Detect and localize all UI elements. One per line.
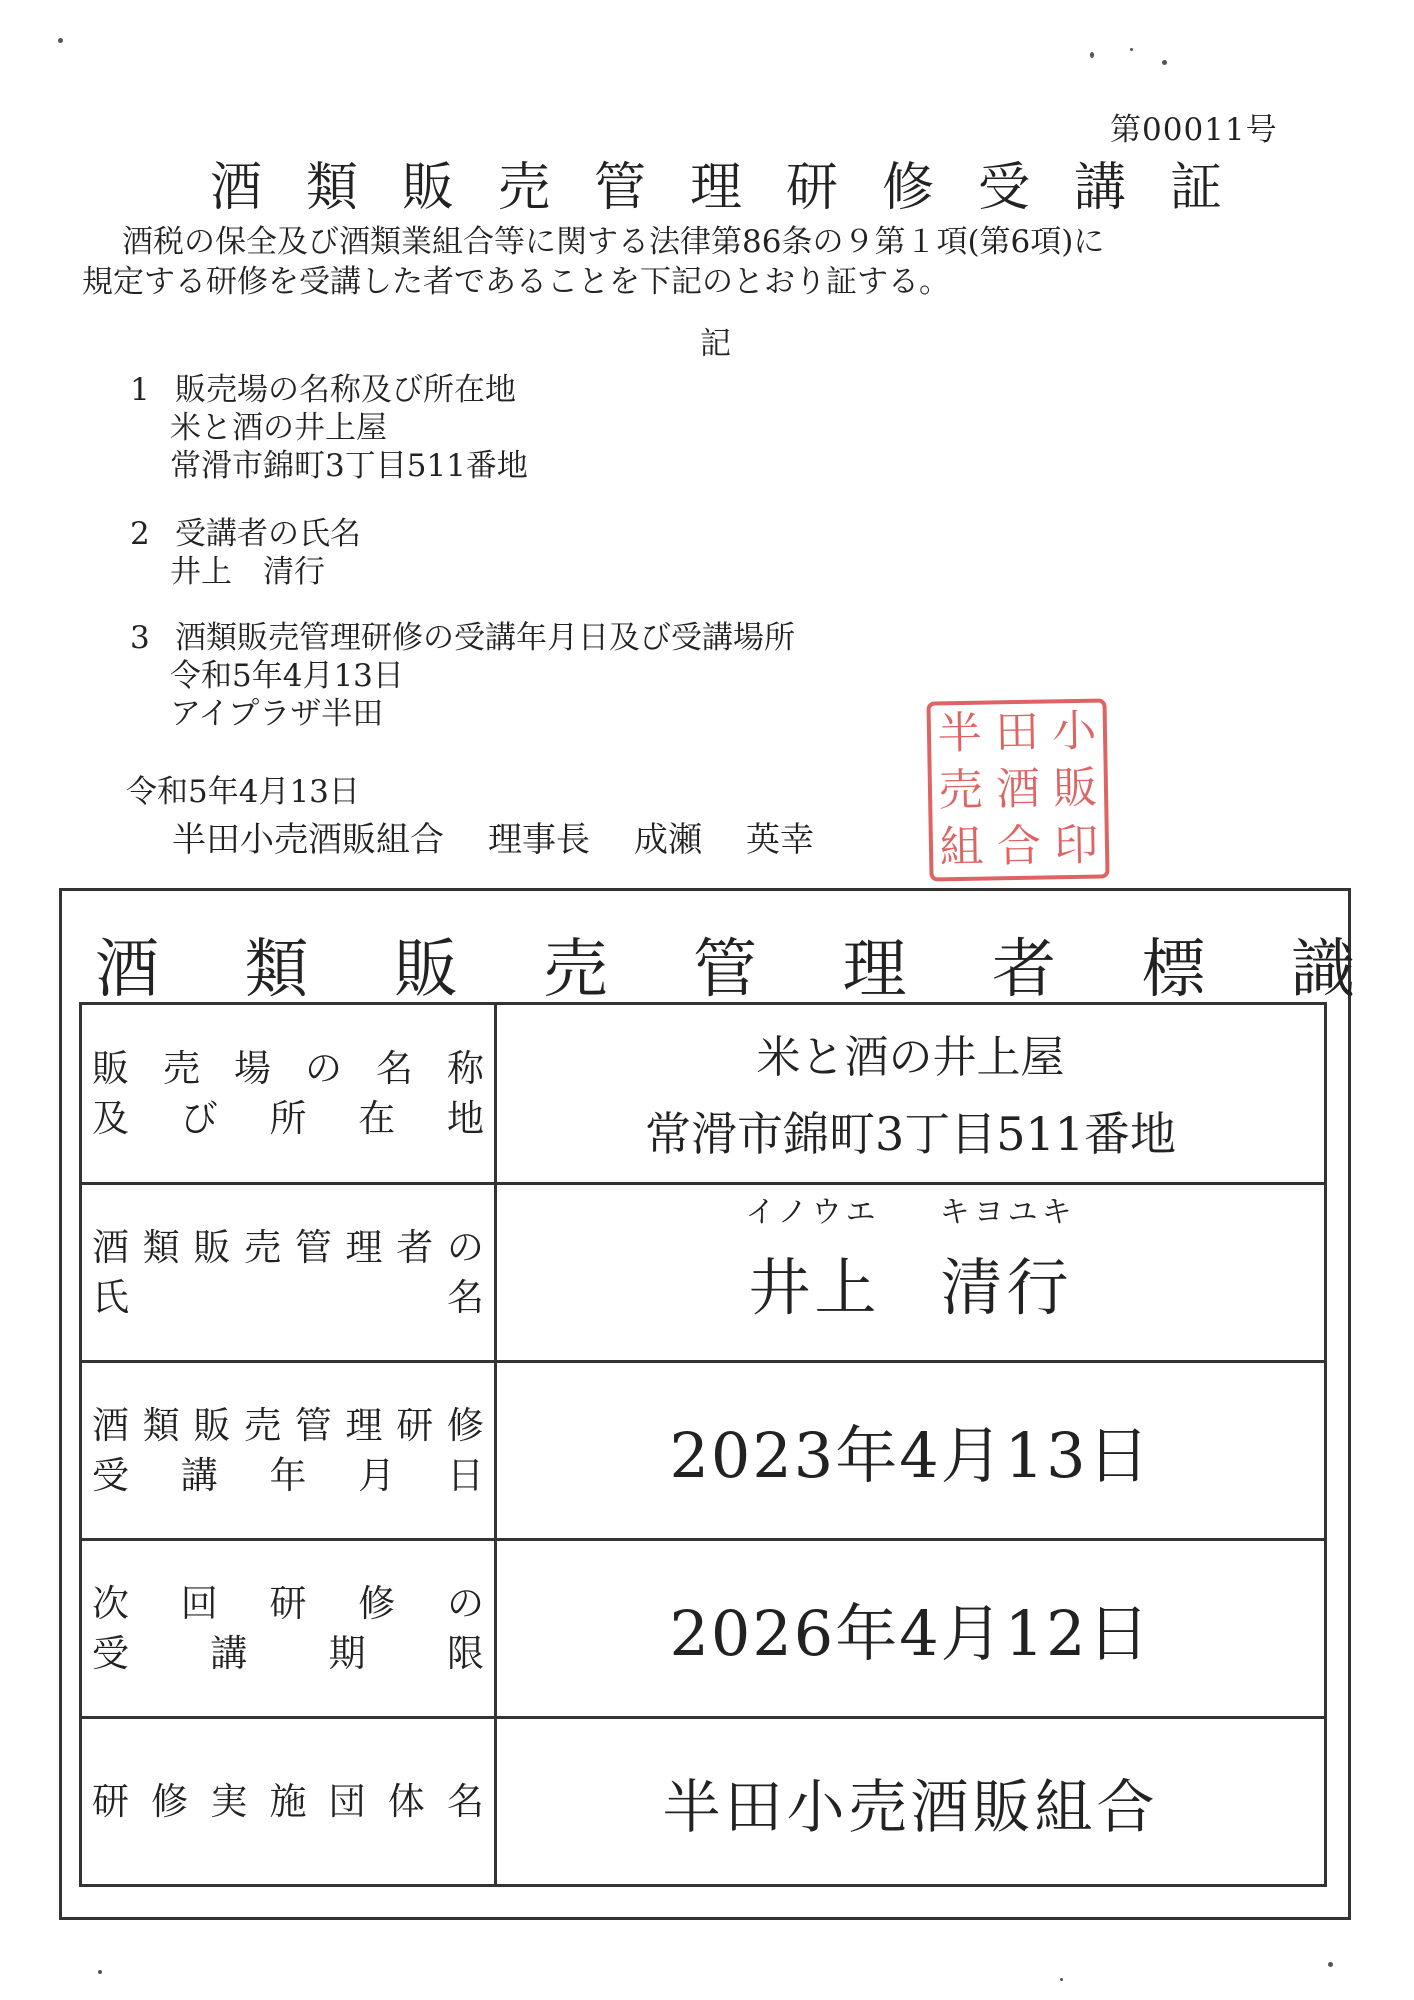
certificate-body-line: 酒税の保全及び酒類業組合等に関する法律第86条の９第１項(第6項)に	[122, 224, 1105, 260]
scan-speck	[58, 38, 63, 43]
item-heading-attendee	[130, 508, 361, 553]
label-char: 理	[345, 1225, 383, 1269]
label-char: 限	[446, 1631, 484, 1675]
value-cell	[496, 1004, 1326, 1184]
label-char: 酒	[92, 1225, 129, 1269]
label-char: 年	[269, 1453, 307, 1497]
label-cell	[81, 1004, 496, 1184]
label-char: 名	[446, 1779, 484, 1823]
seal-char: 半	[937, 707, 983, 760]
label-char: 次	[92, 1581, 129, 1625]
issue-date: 令和5年4月13日	[126, 774, 360, 810]
seal-char: 印	[1053, 819, 1099, 872]
label-char: 者	[396, 1225, 434, 1269]
label-char: 酒	[92, 1403, 129, 1447]
sign-title-char: 類	[244, 933, 309, 1007]
table-row	[81, 1184, 1326, 1362]
label-char: 販	[92, 1046, 129, 1090]
label-char: 管	[294, 1225, 332, 1269]
item-value-training-date: 令和5年4月13日	[170, 658, 404, 694]
item-value-store-address: 常滑市錦町3丁目511番地	[170, 448, 528, 484]
manager-name	[497, 1248, 1324, 1328]
sign-title-char: 者	[992, 933, 1056, 1007]
value-cell	[496, 1540, 1326, 1718]
sign-title-char: 識	[1291, 933, 1355, 1007]
label-char: 販	[193, 1403, 231, 1447]
issuer-given: 英幸	[746, 820, 814, 860]
item-heading-text: 受講者の氏名	[175, 516, 361, 552]
sign-title-char: 販	[394, 933, 458, 1007]
issuer-org: 半田小売酒販組合	[172, 820, 444, 860]
label-char: 月	[358, 1453, 396, 1497]
value-cell	[496, 1184, 1326, 1362]
label-char: 回	[180, 1581, 218, 1625]
sign-title-char: 標	[1141, 933, 1206, 1007]
official-seal	[926, 698, 1109, 881]
sign-store-name: 米と酒の井上屋	[756, 1031, 1065, 1083]
sign-title-char: 酒	[95, 933, 159, 1007]
label-char: 受	[92, 1453, 129, 1497]
sign-title-char: 売	[543, 933, 608, 1007]
value-cell	[496, 1718, 1326, 1886]
label-char: 修	[446, 1403, 484, 1447]
label-char: 場	[234, 1046, 271, 1090]
seal-char: 合	[996, 820, 1042, 873]
label-char: 修	[358, 1581, 396, 1625]
item-value-store-name: 米と酒の井上屋	[170, 410, 387, 446]
table-row	[81, 1540, 1326, 1718]
label-line	[82, 1094, 494, 1144]
item-heading-store	[130, 364, 516, 409]
table-row	[81, 1718, 1326, 1886]
label-char: 修	[151, 1779, 189, 1823]
label-char: 類	[142, 1403, 180, 1447]
label-line	[82, 1273, 494, 1323]
table-row	[81, 1362, 1326, 1540]
scan-speck	[1060, 1978, 1063, 1981]
certificate-body	[82, 222, 1342, 302]
scan-speck	[1162, 60, 1167, 65]
issuer-surname: 成瀬	[634, 820, 702, 860]
kana-given: キヨユキ	[939, 1194, 1076, 1230]
label-cell	[81, 1184, 496, 1362]
label-cell	[81, 1362, 496, 1540]
label-char: 名	[376, 1046, 413, 1090]
label-char: の	[447, 1581, 484, 1625]
label-char: 在	[358, 1096, 396, 1140]
label-char: 研	[396, 1403, 434, 1447]
label-char: 体	[387, 1779, 425, 1823]
scan-speck	[1130, 48, 1133, 51]
scan-speck	[1090, 52, 1094, 58]
item-number: 2	[130, 516, 150, 552]
seal-char: 小	[1051, 705, 1097, 758]
seal-char: 売	[938, 764, 984, 817]
seal-char: 酒	[995, 763, 1041, 816]
manager-name-kana	[497, 1196, 1324, 1230]
label-line	[82, 1044, 494, 1094]
sign-store-address: 常滑市錦町3丁目511番地	[644, 1106, 1177, 1161]
label-char: 地	[447, 1096, 484, 1140]
issuer-role: 理事長	[488, 820, 590, 860]
label-char: 期	[328, 1631, 366, 1675]
label-line	[82, 1579, 494, 1629]
label-char: の	[446, 1225, 484, 1269]
sign-title-char: 理	[842, 933, 907, 1007]
label-line	[82, 1777, 494, 1827]
label-char: 日	[447, 1453, 484, 1497]
item-value-attendee-name: 井上 清行	[170, 554, 325, 590]
label-char: 理	[345, 1403, 383, 1447]
label-char: 及	[92, 1096, 129, 1140]
certificate-number: 第00011号	[1110, 112, 1278, 148]
label-char: 講	[180, 1453, 218, 1497]
item-number: 3	[130, 620, 150, 656]
label-char: 売	[244, 1225, 282, 1269]
item-value-training-place: アイプラザ半田	[170, 696, 384, 732]
label-char: 類	[142, 1225, 180, 1269]
seal-char: 販	[1052, 762, 1098, 815]
item-heading-training	[130, 612, 795, 657]
certificate-title: 酒類販売管理研修受講証	[210, 158, 1267, 218]
value-cell	[496, 1362, 1326, 1540]
item-number: 1	[130, 372, 150, 408]
label-char: 管	[294, 1403, 332, 1447]
scan-speck	[1328, 1962, 1333, 1967]
label-line	[82, 1401, 494, 1451]
training-date: 2023年4月13日	[669, 1419, 1152, 1492]
item-heading-text: 酒類販売管理研修の受講年月日及び受講場所	[175, 620, 795, 656]
label-char: 研	[269, 1581, 307, 1625]
label-char: 称	[447, 1046, 484, 1090]
label-line	[82, 1451, 494, 1501]
label-cell	[81, 1718, 496, 1886]
manager-surname: 井上	[748, 1250, 881, 1324]
label-char: 売	[163, 1046, 200, 1090]
issuer-line	[172, 812, 814, 861]
item-heading-text: 販売場の名称及び所在地	[175, 372, 516, 408]
sign-title-char: 管	[693, 933, 757, 1007]
label-char: 売	[244, 1403, 282, 1447]
manager-given: 清行	[940, 1250, 1073, 1324]
label-char: 研	[92, 1779, 129, 1823]
certificate-body-line: 規定する研修を受講した者であることを下記のとおり証する。	[82, 264, 950, 300]
sign-table	[79, 1002, 1327, 1887]
label-char: の	[305, 1046, 342, 1090]
label-char: 名	[447, 1275, 484, 1319]
seal-char: 組	[939, 821, 985, 874]
training-organization: 半田小売酒販組合	[662, 1772, 1159, 1841]
label-char: 団	[328, 1779, 366, 1823]
kana-surname: イノウエ	[745, 1194, 880, 1230]
ki-mark: 記	[700, 326, 731, 362]
label-char: び	[180, 1096, 218, 1140]
label-cell	[81, 1540, 496, 1718]
next-training-deadline: 2026年4月12日	[669, 1597, 1152, 1670]
label-char: 実	[210, 1779, 248, 1823]
label-line	[82, 1223, 494, 1273]
label-line	[82, 1629, 494, 1679]
label-char: 受	[92, 1631, 129, 1675]
label-char: 販	[193, 1225, 231, 1269]
label-char: 所	[269, 1096, 307, 1140]
label-char: 施	[269, 1779, 307, 1823]
label-char: 氏	[92, 1275, 129, 1319]
label-char: 講	[210, 1631, 248, 1675]
sign-title	[95, 918, 1355, 1010]
scan-speck	[98, 1970, 102, 1974]
seal-char: 田	[994, 706, 1040, 759]
table-row	[81, 1004, 1326, 1184]
